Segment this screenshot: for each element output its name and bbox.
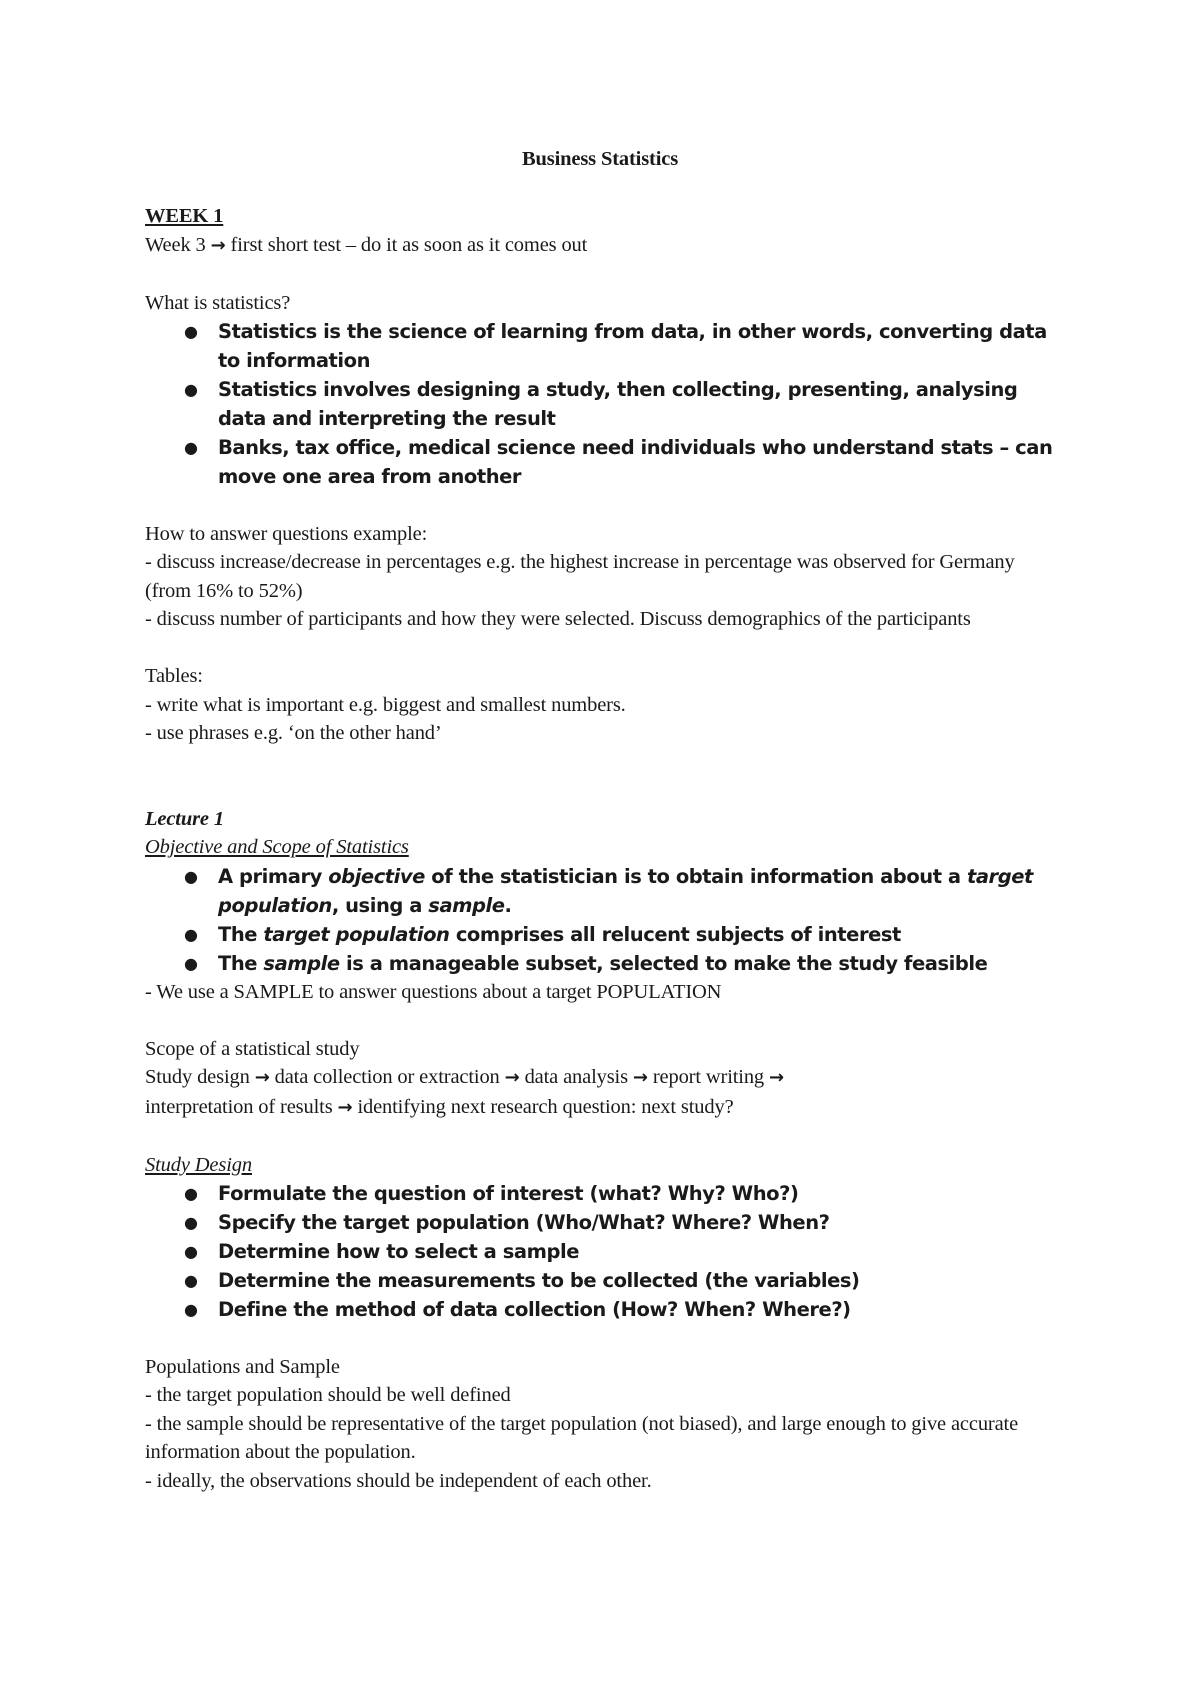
how-to-heading: How to answer questions example: [145, 522, 428, 545]
arrow-icon: → [632, 1067, 648, 1088]
sample-note: - We use a SAMPLE to answer questions about a target POPULATION [145, 980, 722, 1003]
list-item-text: Determine the measurements to be collected (the variables) [218, 1269, 860, 1292]
scope-step: interpretation of results [145, 1095, 333, 1118]
arrow-icon: → [504, 1067, 520, 1088]
list-item-text: Specify the target population (Who/What? Where? When? [218, 1211, 830, 1234]
week-note-text: first short test – do it as soon as it comes out [230, 233, 588, 256]
bullet-icon: ● [184, 1271, 198, 1290]
arrow-icon: → [210, 234, 226, 256]
what-is-heading: What is statistics? [145, 291, 291, 314]
text-run: of the statistician is to obtain information about a [424, 864, 967, 888]
list-item-text: Statistics is the science of learning from data, in other words, converting data to information [218, 320, 1047, 372]
list-item [145, 920, 1055, 949]
week-note-prefix: Week 3 [145, 233, 206, 256]
study-design-list [145, 1179, 1055, 1324]
how-to-line: - discuss number of participants and how they were selected. Discuss demographics of the participants [145, 608, 971, 630]
list-item [145, 949, 1055, 978]
text-run-italic: target population [218, 864, 1033, 917]
bullet-icon: ● [184, 866, 198, 886]
arrow-icon: → [337, 1096, 353, 1118]
scope-flow [145, 1063, 1055, 1122]
text-run-italic: target population [263, 922, 450, 946]
text-run: A primary [218, 864, 329, 888]
text-run: is a manageable subset, selected to make the study feasible [339, 951, 988, 975]
populations-line: - the target population should be well defined [145, 1384, 511, 1406]
arrow-icon: → [254, 1067, 270, 1088]
list-item [145, 317, 1055, 375]
scope-step: Study design [145, 1066, 250, 1088]
scope-step: report writing [652, 1066, 765, 1088]
list-item-text: Banks, tax office, medical science need individuals who understand stats – can move one area from another [218, 436, 1053, 488]
list-item-text: Determine how to select a sample [218, 1240, 579, 1263]
list-item-text: Define the method of data collection (How? When? Where?) [218, 1298, 851, 1321]
bullet-icon: ● [184, 1242, 198, 1261]
list-item [145, 433, 1055, 491]
list-item [145, 375, 1055, 433]
text-run: comprises all relucent subjects of interest [449, 922, 901, 946]
list-item-text: Formulate the question of interest (what? Why? Who?) [218, 1182, 799, 1205]
tables-line: - write what is important e.g. biggest and smallest numbers. [145, 693, 626, 716]
text-run: The [218, 922, 264, 946]
text-run-italic: sample [263, 951, 340, 975]
arrow-icon: → [769, 1067, 784, 1088]
week-note [145, 231, 1055, 261]
populations-heading: Populations and Sample [145, 1355, 340, 1378]
list-item [145, 1266, 1055, 1295]
text-run: . [504, 893, 512, 917]
scope-step: data collection or extraction [274, 1066, 500, 1088]
list-item [145, 1208, 1055, 1237]
what-is-list [145, 317, 1055, 491]
lecture-subheading: Objective and Scope of Statistics [145, 836, 409, 858]
objective-list [145, 862, 1055, 978]
scope-heading: Scope of a statistical study [145, 1037, 360, 1060]
list-item-text: Statistics involves designing a study, then collecting, presenting, analysing data and interpreting the result [218, 378, 1018, 430]
document-title: Business Statistics [521, 148, 679, 170]
text-run: , using a [331, 893, 429, 917]
bullet-icon: ● [184, 1184, 198, 1203]
text-run: The [218, 951, 264, 975]
scope-step: identifying next research question: next study? [357, 1095, 734, 1118]
text-run-italic: objective [328, 864, 425, 888]
week-heading: WEEK 1 [145, 205, 224, 227]
bullet-icon: ● [184, 322, 198, 341]
bullet-icon: ● [184, 1213, 198, 1232]
list-item [145, 1295, 1055, 1324]
bullet-icon: ● [184, 924, 198, 944]
study-design-heading: Study Design [145, 1153, 252, 1176]
tables-line: - use phrases e.g. ‘on the other hand’ [145, 722, 442, 744]
populations-line: - the sample should be representative of the target population (not biased), and large enough to give accurate information about the population. [145, 1412, 1019, 1463]
bullet-icon: ● [184, 953, 198, 973]
document-body [145, 145, 1055, 1495]
list-item [145, 1237, 1055, 1266]
populations-line: - ideally, the observations should be independent of each other. [145, 1469, 652, 1492]
bullet-icon: ● [184, 380, 198, 399]
lecture-heading: Lecture 1 [145, 807, 224, 830]
list-item [145, 1179, 1055, 1208]
scope-step: data analysis [524, 1066, 628, 1088]
bullet-icon: ● [184, 438, 198, 457]
tables-heading: Tables: [145, 665, 203, 687]
bullet-icon: ● [184, 1300, 198, 1319]
how-to-line: - discuss increase/decrease in percentages e.g. the highest increase in percentage was observed for Germany (from 16% to 52%) [145, 551, 1015, 602]
list-item [145, 862, 1055, 920]
text-run-italic: sample [428, 893, 505, 917]
